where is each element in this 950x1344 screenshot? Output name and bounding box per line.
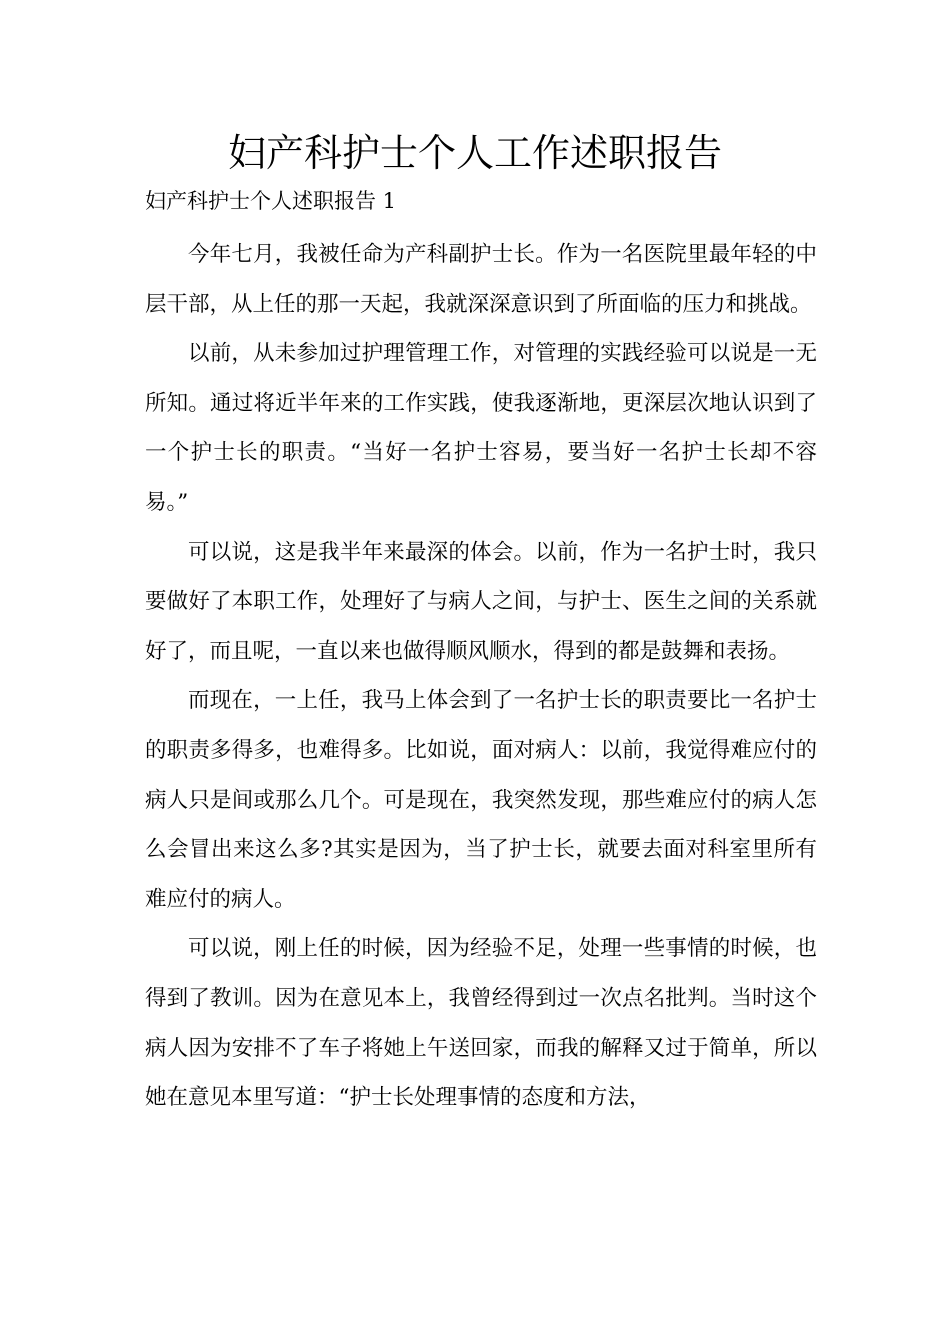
paragraph-2: 以前，从未参加过护理管理工作，对管理的实践经验可以说是一无所知。通过将近半年来的工作实践，使我逐渐地，更深层次地认识到了一个护士长的职责。“当好一名护士容易，要当好一名护士长却不容易。” (145, 341, 817, 515)
paragraph-5: 可以说，刚上任的时候，因为经验不足，处理一些事情的时候，也得到了教训。因为在意见本上，我曾经得到过一次点名批判。当时这个病人因为安排不了车子将她上午送回家，而我的解释又过于简单，所以她在意见本里写道：“护士长处理事情的态度和方法， (145, 936, 817, 1111)
document-subtitle: 妇产科护士个人述职报告 1 (145, 189, 397, 213)
document-title: 妇产科护士个人工作述职报告 (227, 131, 722, 175)
paragraph-3: 可以说，这是我半年来最深的体会。以前，作为一名护士时，我只要做好了本职工作，处理好了与病人之间，与护士、医生之间的关系就好了，而且呢，一直以来也做得顺风顺水，得到的都是鼓舞和表扬。 (145, 539, 817, 664)
paragraph-4: 而现在，一上任，我马上体会到了一名护士长的职责要比一名护士的职责多得多，也难得多。比如说，面对病人：以前，我觉得难应付的病人只是间或那么几个。可是现在，我突然发现，那些难应付的病人怎么会冒出来这么多?其实是因为，当了护士长，就要去面对科室里所有难应付的病人。 (145, 688, 817, 912)
document-body (145, 230, 817, 1123)
paragraph-1: 今年七月，我被任命为产科副护士长。作为一名医院里最年轻的中层干部，从上任的那一天起，我就深深意识到了所面临的压力和挑战。 (145, 242, 817, 317)
